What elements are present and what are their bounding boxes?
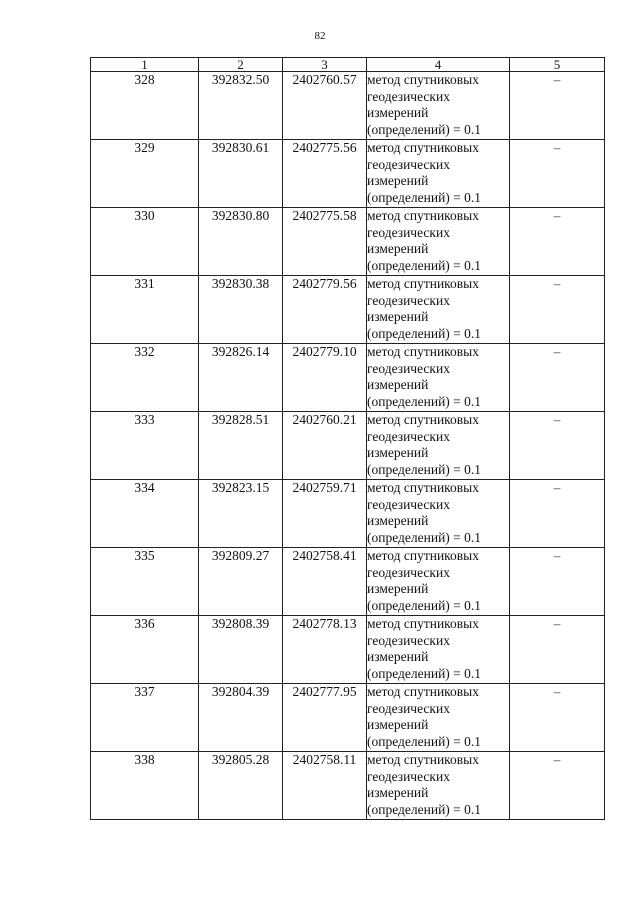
x-coordinate-cell: 392808.39 [199,616,283,684]
x-coordinate-cell: 392809.27 [199,548,283,616]
point-number-cell: 331 [91,276,199,344]
method-line: измерений [367,173,429,188]
point-number-cell: 333 [91,412,199,480]
method-line: (определений) = 0.1 [367,733,482,749]
method-line: (определений) = 0.1 [367,529,482,545]
method-line: геодезических [367,156,450,172]
y-coordinate-cell: 2402758.41 [283,548,367,616]
method-line: геодезических [367,428,450,444]
x-coordinate-cell: 392826.14 [199,344,283,412]
method-cell [367,140,510,208]
x-coordinate-cell: 392804.39 [199,684,283,752]
y-coordinate-cell: 2402758.11 [283,752,367,820]
accuracy-cell [510,72,605,140]
method-line: измерений [367,513,429,528]
table-row [91,208,605,276]
method-line: (определений) = 0.1 [367,257,482,273]
x-coordinate-cell: 392830.80 [199,208,283,276]
y-coordinate-cell: 2402775.56 [283,140,367,208]
y-coordinate-cell: 2402760.57 [283,72,367,140]
method-line: (определений) = 0.1 [367,801,482,817]
point-number-cell: 329 [91,140,199,208]
method-line: метод спутниковых [367,276,479,291]
method-cell [367,344,510,412]
method-line: метод спутниковых [367,684,479,699]
accuracy-cell [510,548,605,616]
method-line: (определений) = 0.1 [367,121,482,137]
method-line: метод спутниковых [367,752,479,767]
accuracy-value: – [553,616,561,631]
method-line: метод спутниковых [367,344,479,359]
column-header: 5 [510,58,605,72]
accuracy-value: – [553,72,561,87]
accuracy-value: – [553,548,561,563]
accuracy-value: – [553,276,561,291]
point-number-cell: 335 [91,548,199,616]
accuracy-cell [510,752,605,820]
accuracy-cell [510,208,605,276]
method-line: геодезических [367,632,450,648]
x-coordinate-cell: 392828.51 [199,412,283,480]
method-cell [367,480,510,548]
point-number-cell: 334 [91,480,199,548]
method-line: (определений) = 0.1 [367,665,482,681]
method-line: геодезических [367,360,450,376]
method-line: (определений) = 0.1 [367,325,482,341]
page-number: 82 [314,30,326,42]
method-cell [367,208,510,276]
y-coordinate-cell: 2402779.56 [283,276,367,344]
accuracy-cell [510,276,605,344]
method-line: (определений) = 0.1 [367,189,482,205]
method-line: геодезических [367,768,450,784]
accuracy-value: – [553,140,561,155]
method-line: измерений [367,649,429,664]
y-coordinate-cell: 2402775.58 [283,208,367,276]
method-line: геодезических [367,700,450,716]
y-coordinate-cell: 2402777.95 [283,684,367,752]
y-coordinate-cell: 2402778.13 [283,616,367,684]
accuracy-value: – [553,480,561,495]
table-body [91,72,605,820]
table-row [91,276,605,344]
method-line: геодезических [367,564,450,580]
accuracy-value: – [553,208,561,223]
method-line: измерений [367,377,429,392]
accuracy-cell [510,616,605,684]
method-line: метод спутниковых [367,548,479,563]
point-number-cell: 332 [91,344,199,412]
column-header: 1 [91,58,199,72]
method-line: (определений) = 0.1 [367,461,482,477]
method-line: измерений [367,445,429,460]
table-row [91,344,605,412]
accuracy-value: – [553,684,561,699]
method-line: метод спутниковых [367,616,479,631]
table-row [91,140,605,208]
table-row [91,752,605,820]
method-cell [367,72,510,140]
table-row [91,616,605,684]
accuracy-value: – [553,412,561,427]
y-coordinate-cell: 2402779.10 [283,344,367,412]
method-line: измерений [367,581,429,596]
method-cell [367,616,510,684]
point-number-cell: 328 [91,72,199,140]
method-line: измерений [367,309,429,324]
method-line: метод спутниковых [367,480,479,495]
method-line: измерений [367,785,429,800]
y-coordinate-cell: 2402759.71 [283,480,367,548]
coordinates-table [90,57,605,820]
method-cell [367,548,510,616]
accuracy-cell [510,684,605,752]
column-header: 4 [367,58,510,72]
method-cell [367,752,510,820]
method-line: (определений) = 0.1 [367,597,482,613]
table-row [91,548,605,616]
x-coordinate-cell: 392823.15 [199,480,283,548]
point-number-cell: 336 [91,616,199,684]
accuracy-cell [510,480,605,548]
x-coordinate-cell: 392830.61 [199,140,283,208]
method-line: метод спутниковых [367,208,479,223]
accuracy-cell [510,412,605,480]
point-number-cell: 337 [91,684,199,752]
method-line: геодезических [367,224,450,240]
point-number-cell: 330 [91,208,199,276]
method-cell [367,684,510,752]
method-line: измерений [367,105,429,120]
table-row [91,684,605,752]
accuracy-value: – [553,752,561,767]
table-row [91,72,605,140]
accuracy-cell [510,140,605,208]
method-line: измерений [367,717,429,732]
accuracy-value: – [553,344,561,359]
method-line: метод спутниковых [367,72,479,87]
table-header-row [91,58,605,72]
table-row [91,480,605,548]
x-coordinate-cell: 392805.28 [199,752,283,820]
method-line: геодезических [367,88,450,104]
method-line: метод спутниковых [367,412,479,427]
accuracy-cell [510,344,605,412]
method-cell [367,412,510,480]
point-number-cell: 338 [91,752,199,820]
method-line: геодезических [367,496,450,512]
y-coordinate-cell: 2402760.21 [283,412,367,480]
method-cell [367,276,510,344]
column-header: 2 [199,58,283,72]
x-coordinate-cell: 392830.38 [199,276,283,344]
column-header: 3 [283,58,367,72]
x-coordinate-cell: 392832.50 [199,72,283,140]
method-line: геодезических [367,292,450,308]
method-line: измерений [367,241,429,256]
method-line: (определений) = 0.1 [367,393,482,409]
method-line: метод спутниковых [367,140,479,155]
table-row [91,412,605,480]
